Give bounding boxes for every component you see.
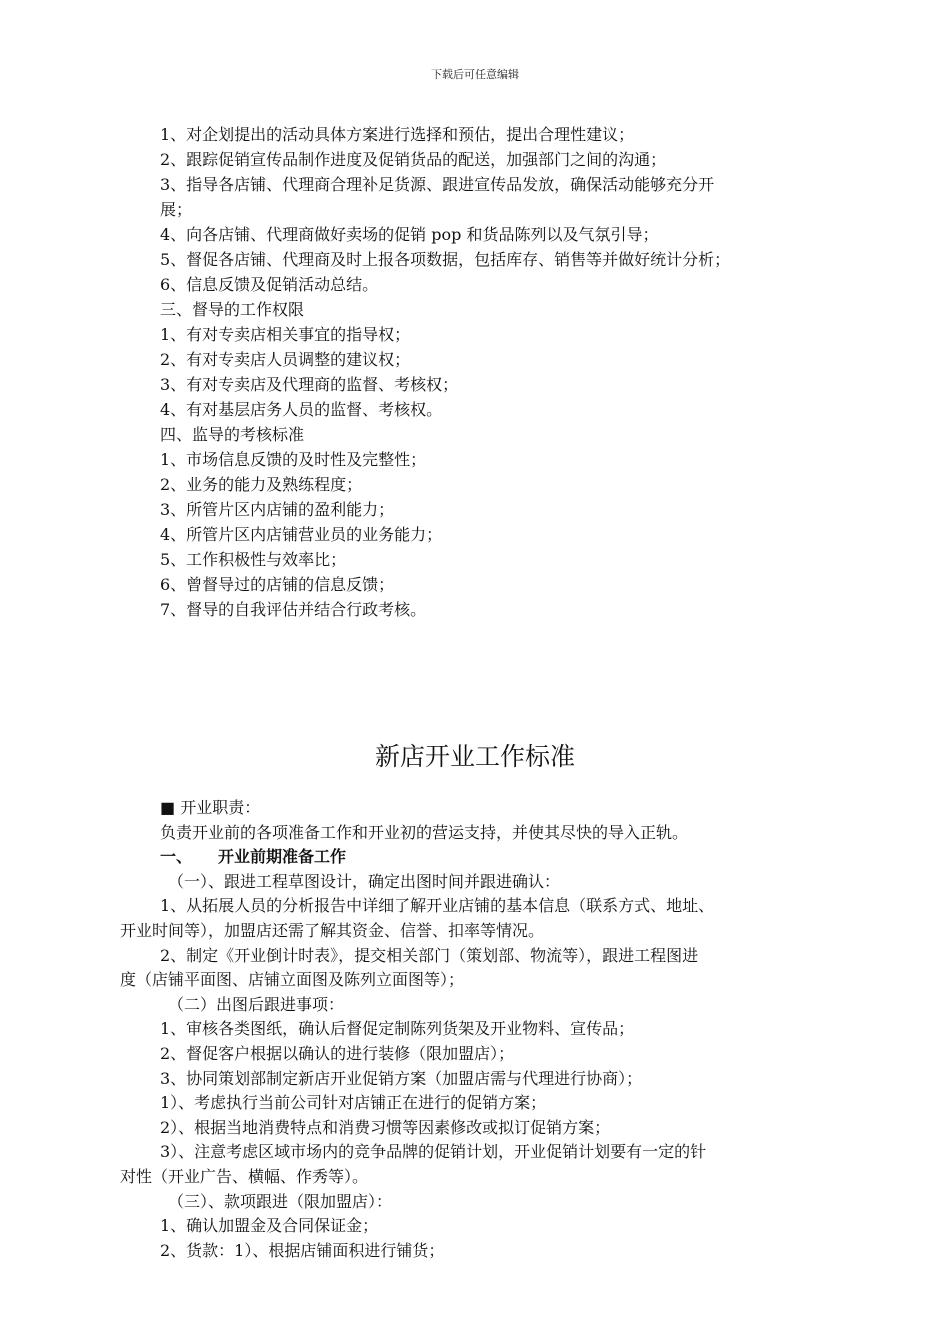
- section1-list: [160, 122, 860, 622]
- list-item: 1、确认加盟金及合同保证金；: [160, 1216, 379, 1236]
- list-item: 4、所管片区内店铺营业员的业务能力；: [160, 525, 443, 544]
- list-item: 2、督促客户根据以确认的进行装修（限加盟店）；: [160, 1043, 515, 1063]
- section-heading: 三、督导的工作权限: [160, 300, 305, 319]
- list-item: 3、有对专卖店及代理商的监督、考核权；: [160, 375, 459, 394]
- page-title: 新店开业工作标准: [374, 742, 575, 771]
- duty-text: 负责开业前的各项准备工作和开业初的营运支持，并使其尽快的导入正轨。: [160, 822, 689, 842]
- subsection-heading: （一）、跟进工程草图设计，确定出图时间并跟进确认：: [168, 871, 561, 891]
- page-header-note: 下载后可任意编辑: [431, 68, 519, 81]
- list-item-continuation: 度（店铺平面图、店铺立面图及陈列立面图等）；: [120, 970, 465, 990]
- list-item: 1、审核各类图纸，确认后督促定制陈列货架及开业物料、宣传品；: [160, 1019, 635, 1039]
- list-item: 5、工作积极性与效率比；: [160, 550, 347, 569]
- list-item: 2、货款：1）、根据店铺面积进行铺货；: [160, 1240, 445, 1260]
- list-item: 6、曾督导过的店铺的信息反馈；: [160, 575, 395, 594]
- list-item: 5、督促各店铺、代理商及时上报各项数据，包括库存、销售等并做好统计分析；: [160, 250, 731, 269]
- list-item-continuation: 对性（开业广告、横幅、作秀等）。: [120, 1166, 369, 1186]
- list-item-continuation: 开业时间等），加盟店还需了解其资金、信誉、扣率等情况。: [120, 920, 545, 940]
- part-number: 一、: [160, 847, 193, 867]
- subsection-heading: （二）出图后跟进事项：: [168, 994, 345, 1014]
- list-item: 2、跟踪促销宣传品制作进度及促销货品的配送，加强部门之间的沟通；: [160, 150, 667, 169]
- list-item: 4、向各店铺、代理商做好卖场的促销 pop 和货品陈列以及气氛引导；: [160, 225, 659, 244]
- list-item: 4、有对基层店务人员的监督、考核权。: [160, 400, 443, 419]
- list-item: 3）、注意考虑区域市场内的竞争品牌的促销计划，开业促销计划要有一定的针: [160, 1142, 707, 1162]
- part-title: 开业前期准备工作: [218, 847, 347, 867]
- section-heading: 四、监导的考核标准: [160, 425, 305, 444]
- list-item: 1、对企划提出的活动具体方案进行选择和预估，提出合理性建议；: [160, 125, 635, 144]
- list-item: 3、所管片区内店铺的盈利能力；: [160, 500, 395, 519]
- list-item: 2、制定《开业倒计时表》，提交相关部门（策划部、物流等），跟进工程图进: [160, 945, 699, 965]
- list-item: 2、业务的能力及熟练程度；: [160, 475, 363, 494]
- list-item: 1、有对专卖店相关事宜的指导权；: [160, 325, 411, 344]
- list-item: 2、有对专卖店人员调整的建议权；: [160, 350, 411, 369]
- list-item: 6、信息反馈及促销活动总结。: [160, 275, 379, 294]
- list-item: 展；: [160, 200, 193, 219]
- list-item: 3、协同策划部制定新店开业促销方案（加盟店需与代理进行协商）；: [160, 1068, 643, 1088]
- list-item: 7、督导的自我评估并结合行政考核。: [160, 600, 427, 619]
- list-item: 3、指导各店铺、代理商合理补足货源、跟进宣传品发放，确保活动能够充分开: [160, 175, 715, 194]
- subsection-heading: （三）、款项跟进（限加盟店）：: [168, 1191, 393, 1211]
- duty-heading: ■ 开业职责：: [160, 798, 261, 817]
- list-item: 2）、根据当地消费特点和消费习惯等因素修改或拟订促销方案；: [160, 1117, 611, 1137]
- list-item: 1、市场信息反馈的及时性及完整性；: [160, 450, 427, 469]
- list-item: 1、从拓展人员的分析报告中详细了解开业店铺的基本信息（联系方式、地址、: [160, 896, 715, 916]
- section2-body: [120, 796, 840, 1263]
- part-heading: [120, 845, 840, 870]
- list-item: 1）、考虑执行当前公司针对店铺正在进行的促销方案；: [160, 1093, 547, 1113]
